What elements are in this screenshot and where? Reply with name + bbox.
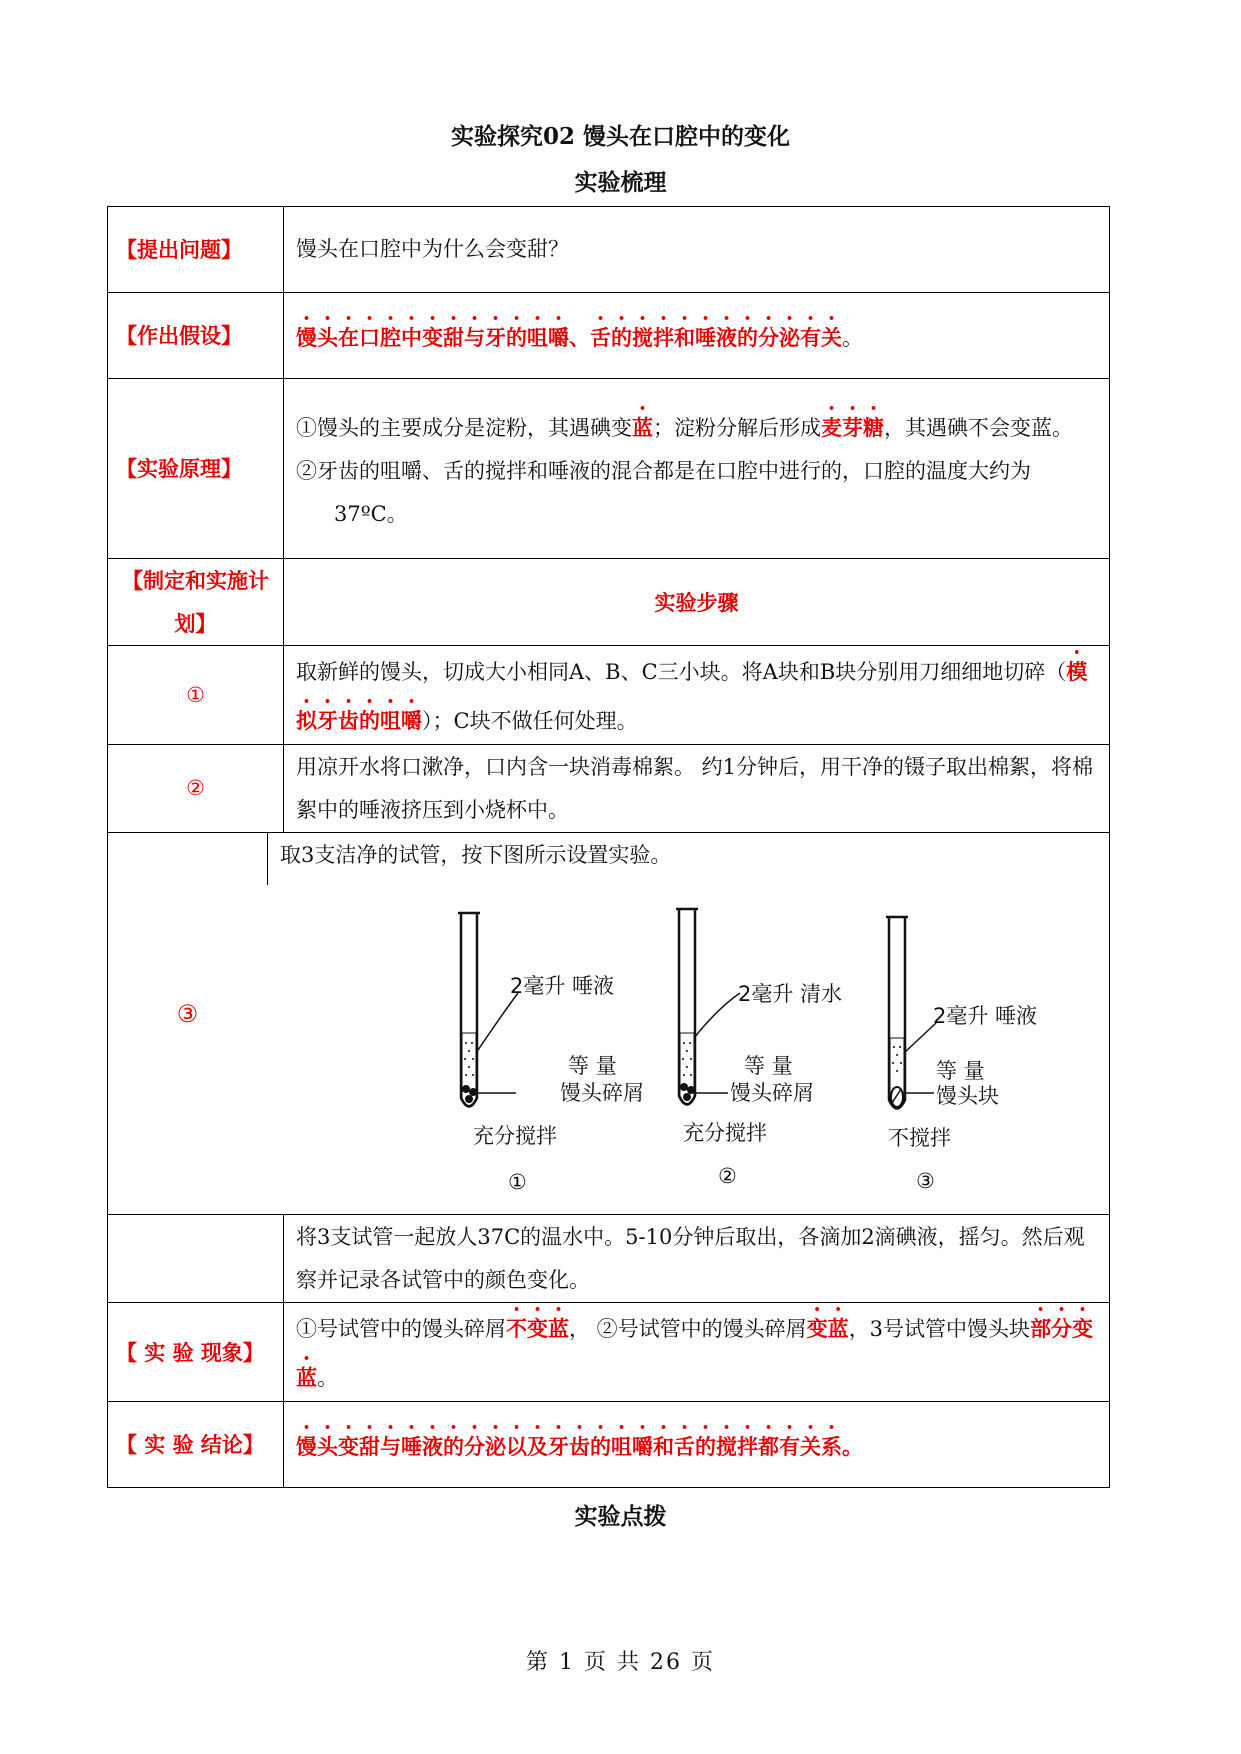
tube2-solid-label-2: 馒头碎屑 [730, 1081, 814, 1105]
test-tube-1 [458, 913, 518, 1107]
step1-keyword: 模拟牙齿的咀嚼 [296, 659, 1088, 733]
table-row [108, 745, 1110, 833]
section-title: 实验梳理 [574, 169, 667, 196]
test-tube-figure [288, 893, 1048, 1203]
phenomenon-keyword-3: 部分变蓝 [296, 1316, 1094, 1390]
column-divider [267, 833, 268, 885]
table-row [108, 559, 1110, 646]
table-row [108, 293, 1110, 379]
phenomenon-cell [284, 1303, 1110, 1402]
step-number-3: ③ [176, 1000, 199, 1028]
hypothesis-end: 。 [842, 325, 863, 350]
step2-text: 用凉开水将口漱净，口内含一块消毒棉絮。 约1分钟后，用干净的镊子取出棉絮，将棉絮中的唾液挤压到小烧杯中。 [284, 745, 1110, 833]
step4-label-cell [108, 1215, 284, 1303]
tube2-id-label: ② [718, 1164, 737, 1188]
tube1-liquid-label: 2毫升 唾液 [510, 974, 615, 998]
experiment-table [107, 206, 1110, 1488]
phenomenon-text-3: ，3号试管中馒头块 [848, 1317, 1031, 1341]
tube2-liquid-label: 2毫升 清水 [738, 982, 843, 1006]
page-footer: 第 1 页 共 26 页 [526, 1650, 715, 1675]
principle-1-text-3: ，其遇碘不会变蓝。 [884, 415, 1073, 440]
principle-keyword-blue: 蓝 [632, 414, 653, 440]
tube2-solid-label-1: 等 量 [744, 1054, 793, 1078]
hypothesis-cell [284, 293, 1110, 379]
question-text: 馒头在口腔中为什么会变甜？ [284, 207, 1110, 293]
principle-keyword-maltose: 麦芽糖 [821, 414, 884, 440]
tube3-solid-label-2: 馒头块 [936, 1084, 999, 1108]
phenomenon-text-1: ①号试管中的馒头碎屑 [296, 1317, 506, 1341]
table-row [108, 1303, 1110, 1402]
step3-cell [108, 833, 1110, 1215]
steps-header: 实验步骤 [284, 559, 1110, 646]
step-number-2: ② [108, 745, 284, 833]
tube1-id-label: ① [508, 1170, 527, 1194]
conclusion-cell [284, 1402, 1110, 1488]
label-conclusion: 【 实 验 结论】 [108, 1402, 284, 1488]
test-tube-2 [676, 909, 740, 1105]
label-hypothesis: 【作出假设】 [108, 293, 284, 379]
phenomenon-text-4: 。 [317, 1366, 338, 1390]
tube1-treatment-label: 充分搅拌 [473, 1124, 557, 1148]
principle-1 [296, 402, 1097, 450]
table-row [108, 379, 1110, 559]
label-phenomenon: 【 实 验 现象】 [108, 1303, 284, 1402]
table-row [108, 646, 1110, 745]
table-row [108, 1402, 1110, 1488]
label-question: 【提出问题】 [108, 207, 284, 293]
principle-1-text-2: ；淀粉分解后形成 [653, 415, 821, 440]
principle-1-text: ①馒头的主要成分是淀粉，其遇碘变 [296, 415, 632, 440]
page-title: 实验探究02 馒头在口腔中的变化 [450, 123, 790, 150]
phenomenon-text-2: ， ②号试管中的馒头碎屑 [569, 1317, 807, 1341]
step4-text: 将3支试管一起放人37C的温水中。5-10分钟后取出，各滴加2滴碘液，摇匀。然后观察并记录各试管中的颜色变化。 [284, 1215, 1110, 1303]
step-number-1: ① [108, 646, 284, 745]
hypothesis-text: 馒头在口腔中变甜与牙的咀嚼、舌的搅拌和唾液的分泌有关 [296, 324, 842, 350]
tube1-solid-label-2: 馒头碎屑 [560, 1081, 644, 1105]
principle-cell [284, 379, 1110, 559]
principle-2: ②牙齿的咀嚼、舌的搅拌和唾液的混合都是在口腔中进行的，口腔的温度大约为37ºC。 [296, 458, 1031, 526]
label-plan: 【制定和实施计划】 [108, 559, 284, 646]
table-row [108, 833, 1110, 1215]
tube3-treatment-label: 不搅拌 [888, 1126, 951, 1150]
phenomenon-keyword-1: 不变蓝 [506, 1316, 569, 1341]
step1-cell [284, 646, 1110, 745]
table-row [108, 207, 1110, 293]
conclusion-text: 馒头变甜与唾液的分泌以及牙齿的咀嚼和舌的搅拌都有关系。 [296, 1433, 863, 1459]
tube3-solid-label-1: 等 量 [936, 1059, 985, 1083]
phenomenon-keyword-2: 变蓝 [806, 1316, 849, 1341]
section-title-2: 实验点拨 [574, 1503, 667, 1530]
table-row [108, 1215, 1110, 1303]
tube1-solid-label-1: 等 量 [568, 1054, 617, 1078]
tube2-treatment-label: 充分搅拌 [683, 1121, 767, 1145]
tube3-id-label: ③ [916, 1169, 935, 1193]
step1-text: 取新鲜的馒头，切成大小相同A、B、C三小块。将A块和B块分别用刀细细地切碎（ [296, 660, 1067, 684]
label-principle: 【实验原理】 [108, 379, 284, 559]
step3-text: 取3支洁净的试管，按下图所示设置实验。 [280, 843, 672, 867]
step1-text-2: ）；C块不做任何处理。 [422, 709, 638, 733]
tube3-liquid-label: 2毫升 唾液 [933, 1004, 1038, 1028]
test-tube-3 [886, 917, 936, 1109]
